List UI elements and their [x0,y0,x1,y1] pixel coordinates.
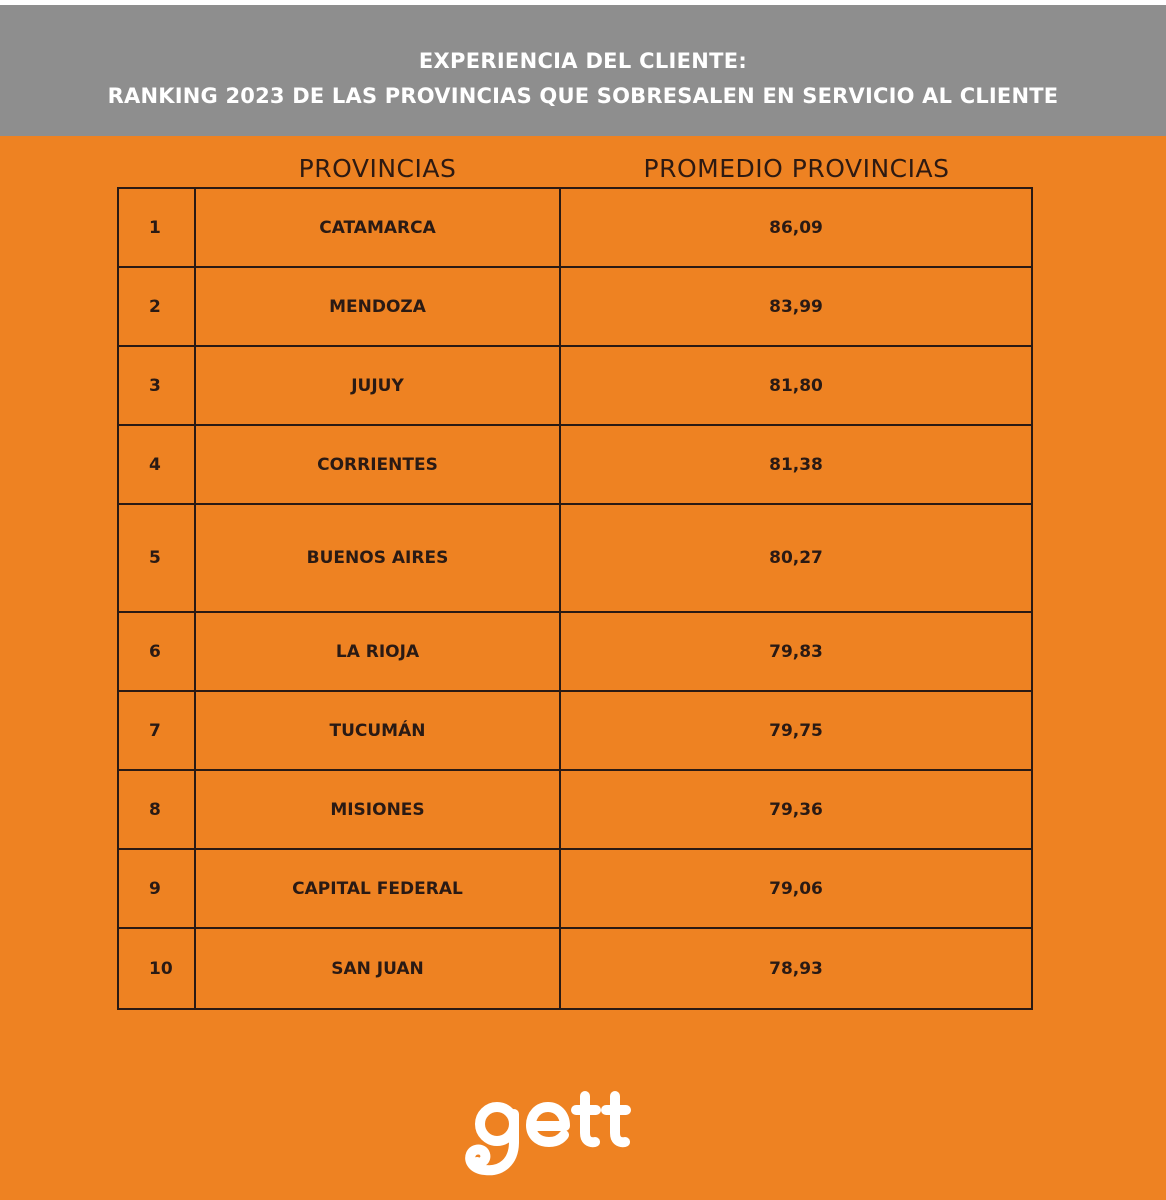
column-header-provincias: PROVINCIAS [298,154,457,183]
value-cell: 78,93 [769,958,823,979]
table-row [119,613,1031,692]
rank-cell: 9 [119,850,196,927]
value-cell: 83,99 [769,296,823,317]
rank-cell: 10 [119,929,196,1008]
value-cell: 79,75 [769,720,823,741]
province-cell: LA RIOJA [196,613,561,690]
province-cell: CORRIENTES [196,426,561,503]
column-header-promedio: PROMEDIO PROVINCIAS [643,154,950,183]
province-cell: CATAMARCA [196,189,561,266]
province-cell: MISIONES [196,771,561,848]
rank-cell: 1 [119,189,196,266]
title-line-1: EXPERIENCIA DEL CLIENTE: [418,49,748,73]
rank-cell: 2 [119,268,196,345]
table-row [119,426,1031,505]
province-cell: SAN JUAN [196,929,561,1008]
rank-cell: 5 [119,505,196,611]
value-cell: 86,09 [769,217,823,238]
table-row [119,505,1031,613]
value-cell: 81,38 [769,454,823,475]
value-cell: 79,36 [769,799,823,820]
rank-cell: 4 [119,426,196,503]
table-row [119,347,1031,426]
title-band [0,5,1166,136]
value-cell: 79,83 [769,641,823,662]
table-row [119,850,1031,929]
table-row [119,771,1031,850]
province-cell: TUCUMÁN [196,692,561,769]
value-cell: 80,27 [769,548,823,568]
value-cell: 79,06 [769,878,823,899]
rank-cell: 3 [119,347,196,424]
province-cell: JUJUY [196,347,561,424]
value-cell: 81,80 [769,375,823,396]
rank-cell: 6 [119,613,196,690]
rank-cell: 8 [119,771,196,848]
ranking-table [117,187,1033,1010]
rank-cell: 7 [119,692,196,769]
table-row [119,268,1031,347]
table-row [119,692,1031,771]
table-row [119,189,1031,268]
title-line-2: RANKING 2023 DE LAS PROVINCIAS QUE SOBRESALEN EN SERVICIO AL CLIENTE [107,84,1059,108]
gett-logo [463,1090,643,1190]
province-cell: CAPITAL FEDERAL [196,850,561,927]
province-cell: BUENOS AIRES [196,505,561,611]
table-row [119,929,1031,1008]
province-cell: MENDOZA [196,268,561,345]
